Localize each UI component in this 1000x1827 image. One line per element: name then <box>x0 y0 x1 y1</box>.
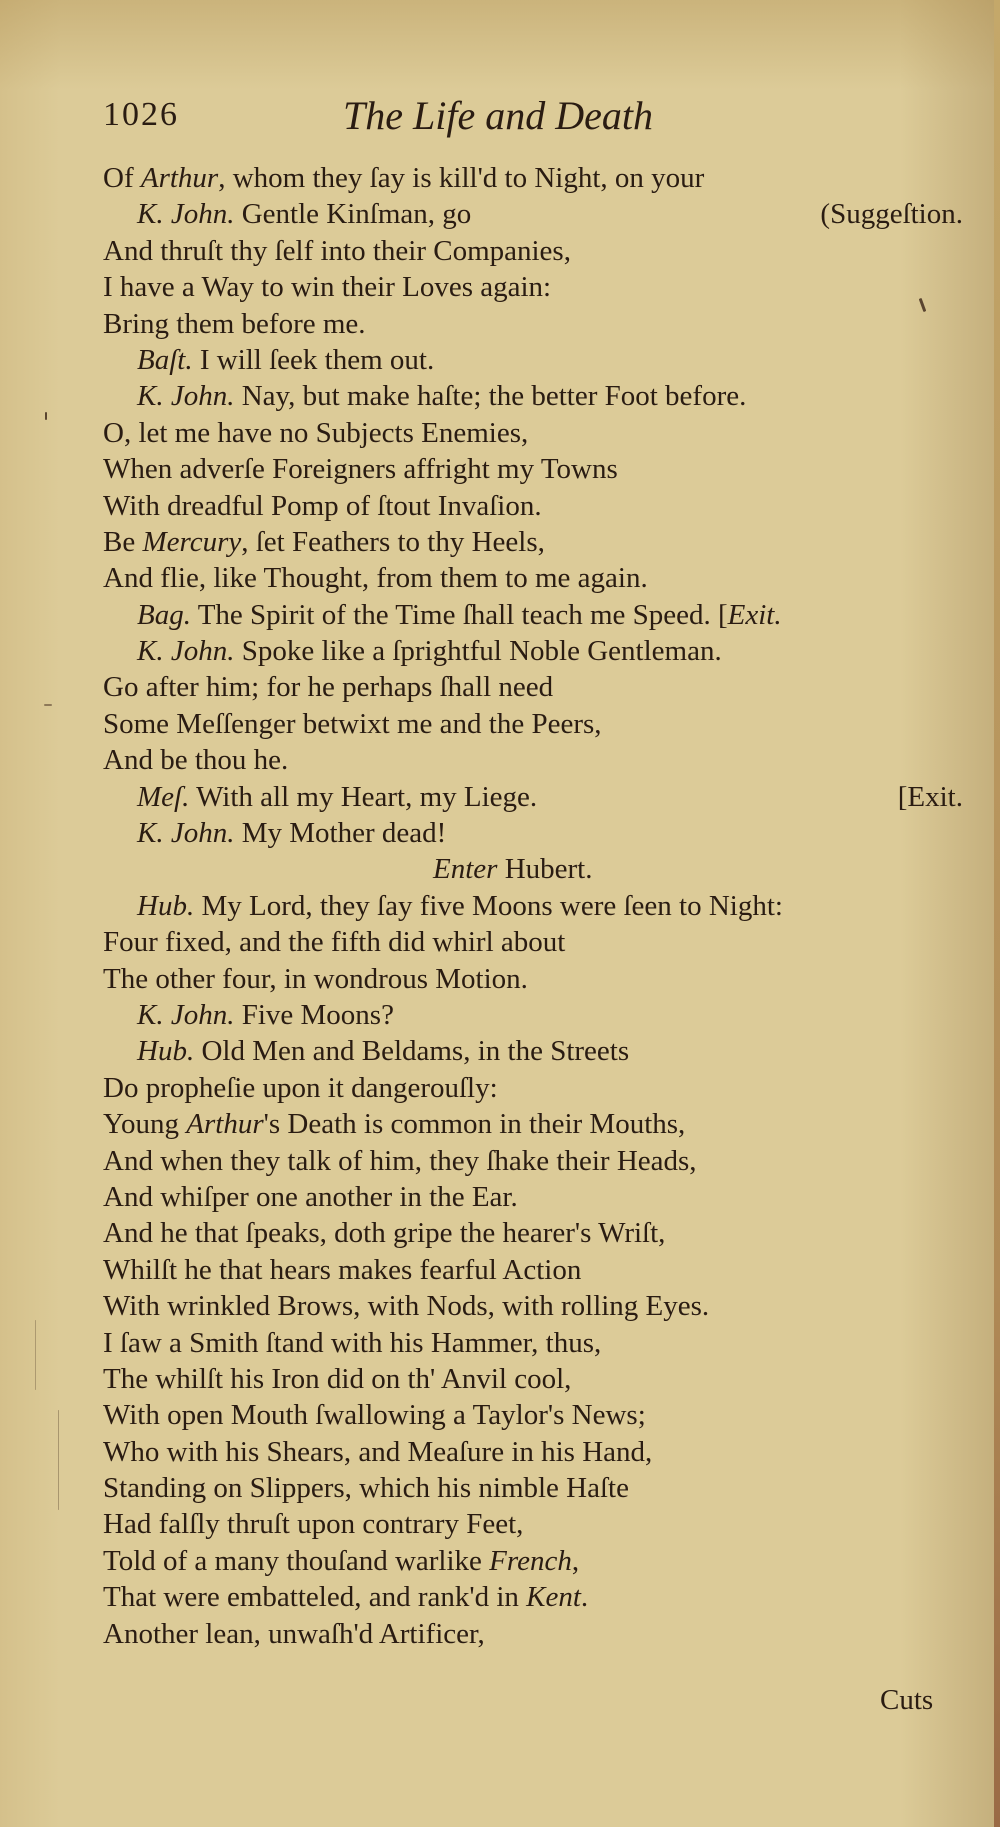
verse-line <box>103 1361 963 1397</box>
stage-direction <box>103 851 963 887</box>
verse-line <box>103 1106 963 1142</box>
line-text: Bring them before me. <box>103 307 366 340</box>
line-text: Some Meſſenger betwixt me and the Peers, <box>103 707 602 740</box>
line-text: And whiſper one another in the Ear. <box>103 1180 518 1213</box>
line-text: Gentle Kinſman, go <box>234 198 472 231</box>
page-edge <box>994 0 1000 1827</box>
line-text: Old Men and Beldams, in the Streets <box>194 1035 630 1068</box>
speaker-name: K. John. <box>137 635 235 668</box>
line-text: Go after him; for he perhaps ſhall need <box>103 671 554 704</box>
verse-line <box>103 1325 963 1361</box>
verse-line <box>103 1070 963 1106</box>
line-text: The whilſt his Iron did on th' Anvil cool, <box>103 1362 572 1395</box>
ink-speck <box>35 1320 36 1390</box>
italic-text: Kent <box>526 1581 581 1614</box>
speaker-name: Meſ. <box>137 780 190 813</box>
verse-line <box>103 1215 963 1251</box>
verse-line <box>103 706 963 742</box>
right-aligned-note: (Suggeſtion. <box>820 198 963 231</box>
speaker-name: K. John. <box>137 380 235 413</box>
verse-line <box>103 924 963 960</box>
line-text: My Lord, they ſay five Moons were ſeen to Night: <box>194 889 783 922</box>
line-text: O, let me have no Subjects Enemies, <box>103 416 529 449</box>
line-text: My Mother dead! <box>234 817 447 850</box>
page-header <box>103 93 963 146</box>
line-text: Five Moons? <box>234 998 394 1031</box>
speaker-name: Baſt. <box>137 343 193 376</box>
verse-line <box>103 415 963 451</box>
ink-speck <box>45 412 47 420</box>
line-text: And thruſt thy ſelf into their Companies, <box>103 234 571 267</box>
line-text: Nay, but make haſte; the better Foot before. <box>234 380 747 413</box>
verse-line <box>103 269 963 305</box>
line-text: Another lean, unwaſh'd Artificer, <box>103 1617 485 1650</box>
speech-line <box>103 997 963 1033</box>
verse-line <box>103 1506 963 1542</box>
line-text: With wrinkled Brows, with Nods, with rolling Eyes. <box>103 1290 710 1323</box>
line-text: , whom they ſay is kill'd to Night, on your <box>218 162 705 194</box>
ink-speck <box>44 704 52 706</box>
speaker-name: Bag. <box>137 598 191 631</box>
speaker-name: K. John. <box>137 998 235 1031</box>
line-text: That were embatteled, and rank'd in <box>103 1581 527 1614</box>
italic-text: Enter <box>433 853 498 886</box>
speaker-name: K. John. <box>137 198 235 231</box>
line-text: And when they talk of him, they ſhake their Heads, <box>103 1144 697 1177</box>
italic-text: Arthur <box>186 1108 264 1141</box>
line-text: , <box>571 1544 580 1577</box>
right-aligned-note: [Exit. <box>897 780 963 813</box>
line-text: Who with his Shears, and Meaſure in his Hand, <box>103 1435 653 1468</box>
speech-line <box>103 597 963 633</box>
verse-line <box>103 1543 963 1579</box>
italic-text: Arthur <box>140 162 219 194</box>
verse-line <box>103 524 963 560</box>
line-text: And be thou he. <box>103 744 289 777</box>
verse-line <box>103 961 963 997</box>
speech-line <box>103 378 963 414</box>
line-text: I have a Way to win their Loves again: <box>103 271 552 304</box>
line-text: Do propheſie upon it dangerouſly: <box>103 1071 498 1104</box>
line-text: When adverſe Foreigners affright my Towns <box>103 453 618 486</box>
speech-line <box>103 633 963 669</box>
verse-line <box>103 160 963 196</box>
verse-line <box>103 1143 963 1179</box>
verse-line <box>103 1397 963 1433</box>
speech-line <box>103 815 963 851</box>
speech-line <box>103 342 963 378</box>
verse-line <box>103 1252 963 1288</box>
line-text: With all my Heart, my Liege. <box>189 780 538 813</box>
catchword: Cuts <box>880 1684 934 1716</box>
verse-line <box>103 488 963 524</box>
italic-text: Exit. <box>727 598 782 631</box>
verse-line <box>103 451 963 487</box>
verse-line <box>103 233 963 269</box>
speech-line <box>103 888 963 924</box>
line-text: Whilſt he that hears makes fearful Action <box>103 1253 582 1286</box>
line-text: And he that ſpeaks, doth gripe the hearer's Wriſt, <box>103 1217 666 1250</box>
verse-line <box>103 1470 963 1506</box>
line-text: And flie, like Thought, from them to me again. <box>103 562 648 595</box>
speaker-name: Hub. <box>137 889 195 922</box>
verse-line <box>103 1434 963 1470</box>
line-text: 's Death is common in their Mouths, <box>263 1108 686 1141</box>
page-number: 1026 <box>103 96 179 133</box>
speech-line <box>103 1033 963 1069</box>
verse-line <box>103 306 963 342</box>
line-text: With dreadful Pomp of ſtout Invaſion. <box>103 489 542 522</box>
verse-line <box>103 742 963 778</box>
verse-line <box>103 1288 963 1324</box>
verse-line <box>103 560 963 596</box>
line-text: Young <box>103 1108 187 1141</box>
speaker-name: K. John. <box>137 817 235 850</box>
verse-line <box>103 1616 963 1652</box>
speech-line <box>103 196 963 232</box>
line-text: , ſet Feathers to thy Heels, <box>241 525 545 558</box>
verse-line <box>103 669 963 705</box>
line-text: . <box>580 1581 589 1614</box>
running-title: The Life and Death <box>343 93 653 138</box>
verse-line <box>103 1179 963 1215</box>
speech-line <box>103 779 963 815</box>
line-text: I will ſeek them out. <box>192 343 435 376</box>
line-text: With open Mouth ſwallowing a Taylor's News; <box>103 1399 646 1432</box>
italic-text: Mercury <box>142 525 242 558</box>
line-text: The other four, in wondrous Motion. <box>103 962 528 995</box>
line-text: Told of a many thouſand warlike <box>103 1544 490 1577</box>
line-text: Hubert. <box>497 853 593 886</box>
line-text: Standing on Slippers, which his nimble Haſte <box>103 1472 629 1505</box>
line-text: Spoke like a ſprightful Noble Gentleman. <box>234 635 722 668</box>
line-text: The Spirit of the Time ſhall teach me Speed. [ <box>190 598 728 631</box>
play-text <box>103 160 963 1652</box>
line-text: I ſaw a Smith ſtand with his Hammer, thus, <box>103 1326 602 1359</box>
italic-text: French <box>489 1544 572 1577</box>
line-text: Of <box>103 162 141 194</box>
verse-line <box>103 1579 963 1615</box>
speaker-name: Hub. <box>137 1035 195 1068</box>
line-text: Four fixed, and the fifth did whirl about <box>103 926 566 959</box>
line-text: Be <box>103 525 143 558</box>
line-text: Had falſly thruſt upon contrary Feet, <box>103 1508 524 1541</box>
ink-speck <box>58 1410 59 1510</box>
